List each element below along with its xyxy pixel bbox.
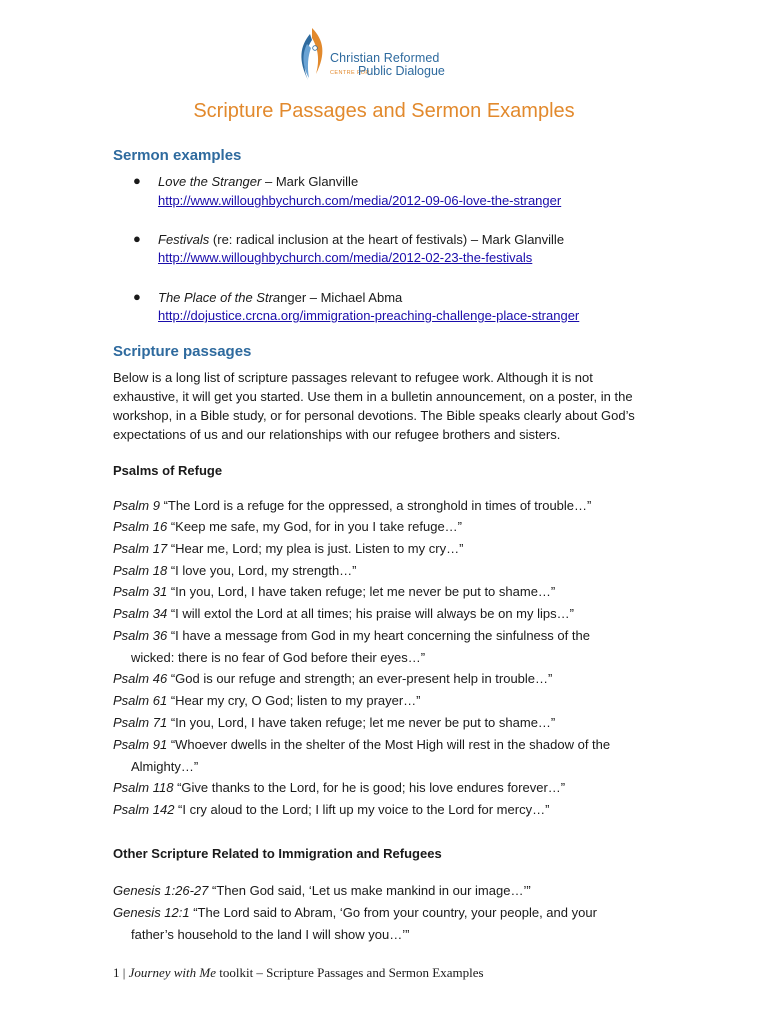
sermon-item-1-title-line [158, 174, 358, 189]
psalm-text: “Give thanks to the Lord, for he is good; his love endures forever…” [173, 780, 566, 795]
other-scripture-heading: Other Scripture Related to Immigration and Refugees [113, 846, 442, 861]
sermon-item-1-author: – Mark Glanville [261, 174, 359, 189]
page-footer [113, 965, 484, 981]
footer-toolkit-name: Journey with Me [128, 965, 216, 980]
scripture-line [113, 905, 597, 920]
sermon-item-3-link[interactable]: http://dojustice.crcna.org/immigration-preaching-challenge-place-stranger [158, 308, 580, 323]
psalm-ref: Psalm 71 [113, 715, 168, 730]
psalm-ref: Psalm 118 [113, 780, 174, 795]
scripture-text: “Then God said, ‘Let us make mankind in our image…’” [208, 883, 531, 898]
psalm-ref: Psalm 9 [113, 498, 160, 513]
psalm-line [113, 671, 552, 686]
psalm-ref: Psalm 17 [113, 541, 168, 556]
psalm-line [113, 584, 555, 599]
psalm-line [113, 693, 421, 708]
sermon-item-2-link[interactable]: http://www.willoughbychurch.com/media/2012-02-23-the-festivals [158, 250, 533, 265]
sermon-item-2-title-line [158, 232, 564, 247]
psalm-line [113, 606, 574, 621]
psalm-ref: Psalm 142 [113, 802, 175, 817]
sermon-item-2-title: Festivals [158, 232, 210, 247]
scripture-text: “The Lord said to Abram, ‘Go from your country, your people, and your [189, 905, 597, 920]
psalm-continuation: wicked: there is no fear of God before their eyes…” [131, 650, 426, 665]
psalm-line [113, 715, 555, 730]
psalm-text: “I love you, Lord, my strength…” [167, 563, 357, 578]
flame-logo-icon [290, 26, 330, 84]
psalm-ref: Psalm 31 [113, 584, 168, 599]
sermon-item-1-link[interactable]: http://www.willoughbychurch.com/media/2012-09-06-love-the-stranger [158, 193, 562, 208]
psalm-ref: Psalm 36 [113, 628, 168, 643]
psalm-text: “Keep me safe, my God, for in you I take refuge…” [167, 519, 463, 534]
logo-text-christian-reformed: Christian Reformed [330, 51, 440, 65]
logo-text-centre-for: CENTRE FOR [330, 70, 370, 76]
psalm-line [113, 519, 462, 534]
psalm-ref: Psalm 46 [113, 671, 168, 686]
sermon-item-2-author: (re: radical inclusion at the heart of festivals) – Mark Glanville [209, 232, 565, 247]
sermon-item-1-title: Love the Stranger [158, 174, 262, 189]
psalm-line [113, 780, 565, 795]
psalm-line [113, 541, 463, 556]
psalm-ref: Psalm 34 [113, 606, 168, 621]
psalm-text: “Hear me, Lord; my plea is just. Listen to my cry…” [167, 541, 464, 556]
psalm-line [113, 498, 591, 513]
scripture-line [113, 883, 531, 898]
sermon-examples-heading: Sermon examples [113, 147, 242, 164]
psalm-text: “God is our refuge and strength; an ever-present help in trouble…” [167, 671, 553, 686]
scripture-ref: Genesis 1:26-27 [113, 883, 209, 898]
organization-logo [290, 26, 490, 86]
psalm-ref: Psalm 61 [113, 693, 168, 708]
bullet-icon: ● [133, 231, 141, 246]
psalm-text: “In you, Lord, I have taken refuge; let me never be put to shame…” [167, 715, 556, 730]
footer-title: toolkit – Scripture Passages and Sermon Examples [215, 965, 484, 980]
bullet-icon: ● [133, 173, 141, 188]
psalms-of-refuge-heading: Psalms of Refuge [113, 463, 223, 478]
psalm-ref: Psalm 91 [113, 737, 168, 752]
psalm-text: “The Lord is a refuge for the oppressed, a stronghold in times of trouble…” [159, 498, 592, 513]
scripture-passages-heading: Scripture passages [113, 343, 252, 360]
sermon-item-3-title-line [158, 290, 402, 305]
logo-text-public-dialogue: Public Dialogue [358, 64, 445, 78]
psalm-text: “Hear my cry, O God; listen to my prayer…” [167, 693, 421, 708]
bullet-icon: ● [133, 289, 141, 304]
psalm-text: “Whoever dwells in the shelter of the Most High will rest in the shadow of the [167, 737, 611, 752]
psalm-text: “In you, Lord, I have taken refuge; let me never be put to shame…” [167, 584, 556, 599]
psalm-ref: Psalm 16 [113, 519, 168, 534]
footer-page-number: 1 | [113, 965, 129, 980]
psalm-line [113, 802, 549, 817]
psalm-line [113, 563, 357, 578]
psalm-text: “I have a message from God in my heart concerning the sinfulness of the [167, 628, 590, 643]
sermon-item-3-author: nger – Michael Abma [280, 290, 403, 305]
psalm-text: “I cry aloud to the Lord; I lift up my voice to the Lord for mercy…” [174, 802, 550, 817]
scripture-intro-paragraph: Below is a long list of scripture passages relevant to refugee work. Although it is not exhaustive, it will get you started. Use them in a bulletin announcement, on a poster, in the workshop, in a Bible study, or for personal devotions. The Bible speaks clearly about God’s expectations of us and our relationships with our refugee brothers and sisters. [113, 370, 635, 442]
psalm-line [113, 737, 610, 752]
sermon-item-3-title: The Place of the Stra [158, 290, 281, 305]
psalm-text: “I will extol the Lord at all times; his praise will always be on my lips…” [167, 606, 574, 621]
psalm-continuation: Almighty…” [131, 759, 199, 774]
scripture-continuation: father’s household to the land I will show you…’” [131, 927, 410, 942]
psalm-ref: Psalm 18 [113, 563, 168, 578]
page-title: Scripture Passages and Sermon Examples [193, 100, 575, 122]
psalm-line [113, 628, 590, 643]
scripture-ref: Genesis 12:1 [113, 905, 190, 920]
